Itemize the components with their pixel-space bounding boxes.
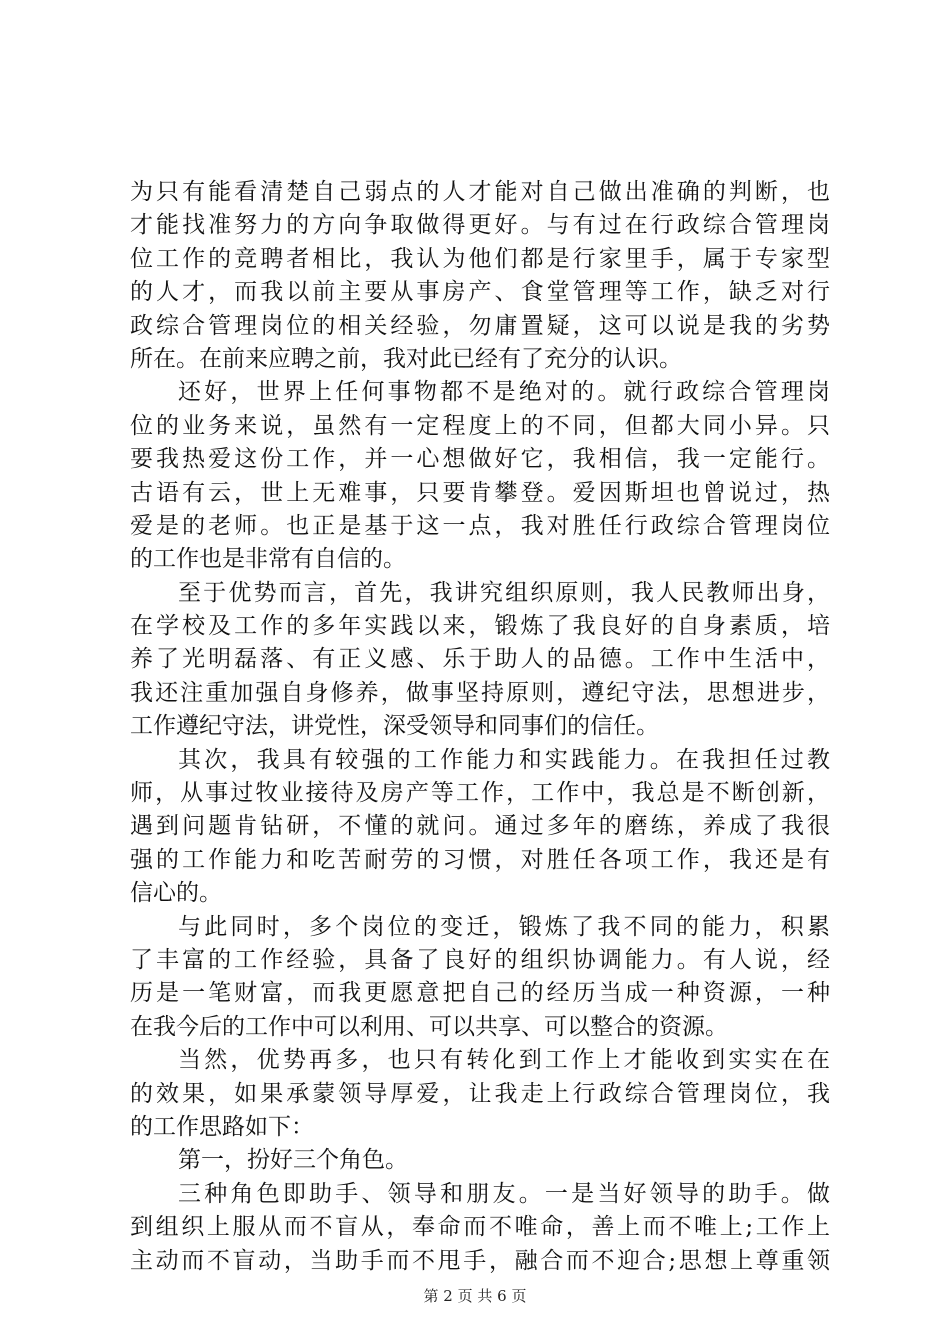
text-line: 的工作思路如下： <box>130 1113 314 1140</box>
text-line: 历是一笔财富，而我更愿意把自己的经历当成一种资源，一种 <box>130 980 830 1007</box>
text-line: 我还注重加强自身修养，做事坚持原则，遵纪守法，思想进步， <box>130 679 830 706</box>
text-line: 才能找准努力的方向争取做得更好。与有过在行政综合管理岗 <box>130 212 830 239</box>
text-line: 爱是的老师。也正是基于这一点，我对胜任行政综合管理岗位 <box>130 512 830 539</box>
text-line: 工作遵纪守法，讲党性，深受领导和同事们的信任。 <box>130 713 659 740</box>
text-line: 的人才，而我以前主要从事房产、食堂管理等工作，缺乏对行 <box>130 279 830 306</box>
text-line: 要我热爱这份工作，并一心想做好它，我相信，我一定能行。 <box>130 446 830 473</box>
text-line: 第一，扮好三个角色。 <box>178 1147 408 1174</box>
text-line: 遇到问题肯钻研，不懂的就问。通过多年的磨练，养成了我很 <box>130 813 830 840</box>
text-line: 信心的。 <box>130 880 222 907</box>
text-line: 师，从事过牧业接待及房产等工作，工作中，我总是不断创新， <box>130 780 830 807</box>
text-line: 政综合管理岗位的相关经验，勿庸置疑，这可以说是我的劣势 <box>130 312 830 339</box>
text-line: 当然，优势再多，也只有转化到工作上才能收到实实在在 <box>178 1047 830 1074</box>
text-line: 了丰富的工作经验，具备了良好的组织协调能力。有人说，经 <box>130 946 830 973</box>
text-line: 与此同时，多个岗位的变迁，锻炼了我不同的能力，积累 <box>178 913 830 940</box>
text-line: 为只有能看清楚自己弱点的人才能对自己做出准确的判断，也 <box>130 179 830 205</box>
text-line: 主动而不盲动，当助手而不甩手，融合而不迎合;思想上尊重领 <box>130 1247 830 1274</box>
text-line: 所在。在前来应聘之前，我对此已经有了充分的认识。 <box>130 345 682 372</box>
text-line: 到组织上服从而不盲从，奉命而不唯命，善上而不唯上;工作上 <box>130 1214 830 1241</box>
text-line: 在我今后的工作中可以利用、可以共享、可以整合的资源。 <box>130 1013 728 1040</box>
text-line: 其次，我具有较强的工作能力和实践能力。在我担任过教 <box>178 746 830 773</box>
text-line: 的工作也是非常有自信的。 <box>130 546 406 573</box>
text-line: 至于优势而言，首先，我讲究组织原则，我人民教师出身， <box>178 579 830 606</box>
text-line: 的效果，如果承蒙领导厚爱，让我走上行政综合管理岗位，我 <box>130 1080 830 1107</box>
text-line: 还好，世界上任何事物都不是绝对的。就行政综合管理岗 <box>178 379 830 406</box>
text-line: 强的工作能力和吃苦耐劳的习惯，对胜任各项工作，我还是有 <box>130 846 830 873</box>
text-line: 三种角色即助手、领导和朋友。一是当好领导的助手。做 <box>178 1180 830 1207</box>
text-line: 古语有云，世上无难事，只要肯攀登。爱因斯坦也曾说过，热 <box>130 479 830 506</box>
document-body <box>130 176 830 1278</box>
text-line: 位的业务来说，虽然有一定程度上的不同，但都大同小异。只 <box>130 412 830 439</box>
page-footer: 第 2 页 共 6 页 <box>423 1287 527 1305</box>
text-line: 在学校及工作的多年实践以来，锻炼了我良好的自身素质，培 <box>130 613 830 640</box>
text-line: 位工作的竞聘者相比，我认为他们都是行家里手，属于专家型 <box>130 245 830 272</box>
text-line: 养了光明磊落、有正义感、乐于助人的品德。工作中生活中， <box>130 646 830 673</box>
